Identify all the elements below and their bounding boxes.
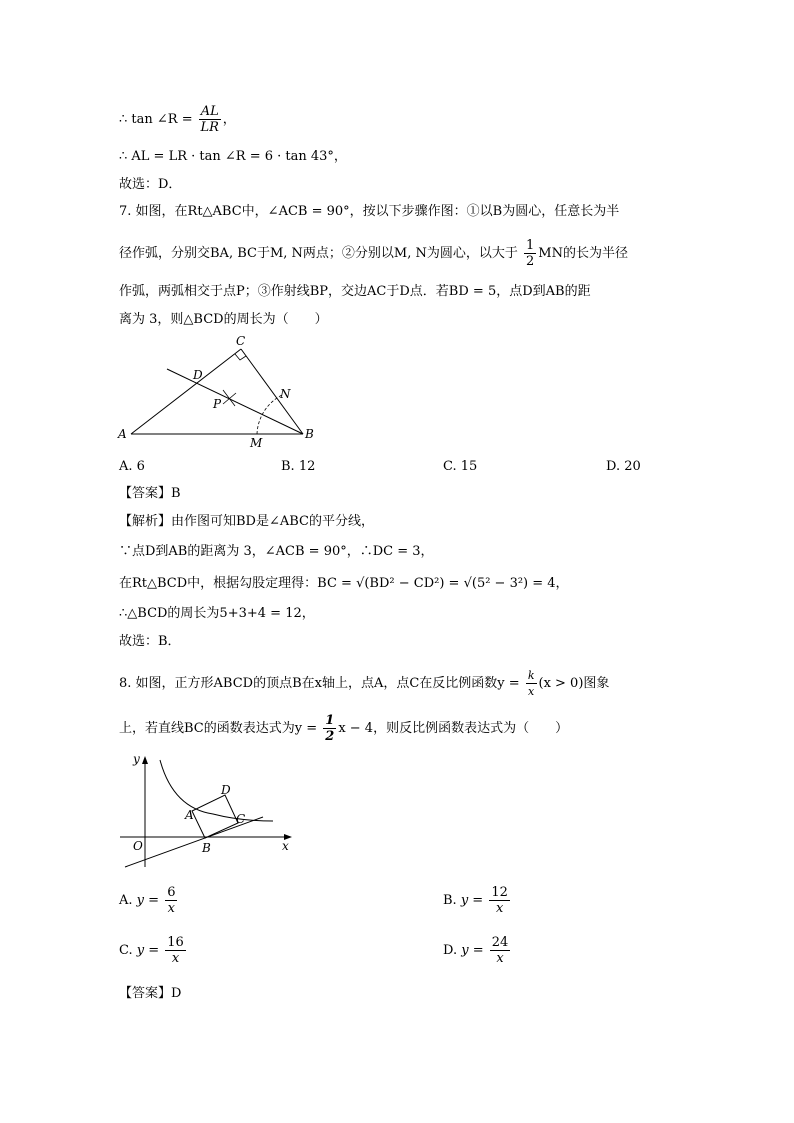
al-line: ∴ AL = LR · tan ∠R = 6 · tan 43°， bbox=[119, 149, 347, 164]
square-abcd bbox=[192, 795, 238, 838]
fraction-one-half: $\frac{1}{2}$ bbox=[325, 713, 335, 744]
q8-option-a: A. y = $\frac{6}{x}$ bbox=[119, 885, 176, 916]
label-n: N bbox=[280, 387, 291, 401]
q7-option-d: D. 20 bbox=[606, 459, 641, 474]
q7-analysis-2: ∵点D到AB的距离为 3，∠ACB = 90°，∴DC = 3， bbox=[119, 544, 434, 559]
q7-analysis-4: ∴△BCD的周长为5+3+4 = 12， bbox=[119, 606, 315, 621]
label-c: C bbox=[236, 812, 246, 826]
label-m: M bbox=[250, 436, 263, 450]
label-d: D bbox=[193, 368, 203, 382]
label-c: C bbox=[236, 334, 246, 348]
q7-option-b: B. 12 bbox=[281, 459, 316, 474]
q7-line1: 7. 如图，在Rt△ABC中，∠ACB = 90°，按以下步骤作图：①以B为圆心，任意长为半 bbox=[119, 204, 620, 219]
arc-cross-2 bbox=[223, 393, 236, 404]
label-d: D bbox=[221, 783, 231, 797]
q7-option-a: A. 6 bbox=[119, 459, 145, 474]
q8-line2: 上，若直线BC的函数表达式为y = $\frac{1}{2}$ x − 4，则反比例函数表达式为（ ） bbox=[119, 713, 569, 744]
hyperbola-curve bbox=[160, 760, 273, 821]
option-b-fraction: $\frac{12}{x}$ bbox=[491, 885, 508, 916]
q8-square-figure bbox=[115, 750, 300, 870]
label-a: A bbox=[185, 808, 194, 822]
tan-r-line: ∴ tan ∠R = $\frac{AL}{LR}$ ， bbox=[119, 104, 236, 135]
q7-option-c: C. 15 bbox=[443, 459, 478, 474]
fraction-al-lr: $\frac{AL}{LR}$ bbox=[200, 104, 219, 135]
q7-line4: 离为 3，则△BCD的周长为（ ） bbox=[119, 312, 328, 327]
label-x: x bbox=[282, 839, 289, 853]
label-b: B bbox=[202, 841, 211, 855]
q7-triangle-figure bbox=[115, 333, 325, 453]
q8-option-b: B. y = $\frac{12}{x}$ bbox=[443, 885, 508, 916]
label-a: A bbox=[118, 427, 127, 441]
fraction-half: $\frac{1}{2}$ bbox=[526, 238, 535, 269]
label-b: B bbox=[305, 427, 314, 441]
q7-analysis-3: 在Rt△BCD中，根据勾股定理得：BC = √(BD² − CD²) = √(5² − 3²) = 4， bbox=[119, 576, 569, 591]
label-y: y bbox=[133, 752, 140, 766]
prev-choice: 故选：D． bbox=[119, 177, 182, 192]
q8-line1: 8. 如图，正方形ABCD的顶点B在x轴上，点A，点C在反比例函数y = $\frac{k}{x}$ (x > 0)图象 bbox=[119, 669, 610, 698]
q8-option-d: D. y = $\frac{24}{x}$ bbox=[443, 935, 509, 966]
option-d-fraction: $\frac{24}{x}$ bbox=[491, 935, 509, 966]
side-cb bbox=[241, 349, 303, 434]
ray-bp bbox=[167, 369, 303, 434]
label-p: P bbox=[213, 397, 222, 411]
option-a-fraction: $\frac{6}{x}$ bbox=[167, 885, 176, 916]
y-axis-arrow bbox=[142, 756, 148, 764]
q7-line2: 径作弧，分别交BA, BC于M, N两点；②分别以M, N为圆心，以大于 $\frac{1}{2}$ MN的长为半径 bbox=[119, 238, 628, 269]
fraction-k-x: $\frac{k}{x}$ bbox=[527, 669, 535, 698]
q8-option-c: C. y = $\frac{16}{x}$ bbox=[119, 935, 184, 966]
q8-answer: 【答案】D bbox=[119, 986, 182, 1001]
arc-cross-1 bbox=[223, 390, 235, 406]
option-c-fraction: $\frac{16}{x}$ bbox=[167, 935, 184, 966]
q7-choice: 故选：B． bbox=[119, 634, 181, 649]
q7-answer: 【答案】B bbox=[119, 486, 181, 501]
q7-line3: 作弧，两弧相交于点P；③作射线BP，交边AC于D点．若BD = 5，点D到AB的距 bbox=[119, 284, 591, 299]
q7-analysis-1: 【解析】由作图可知BD是∠ABC的平分线， bbox=[119, 514, 374, 529]
right-angle-mark bbox=[235, 354, 246, 360]
label-o: O bbox=[133, 839, 143, 853]
